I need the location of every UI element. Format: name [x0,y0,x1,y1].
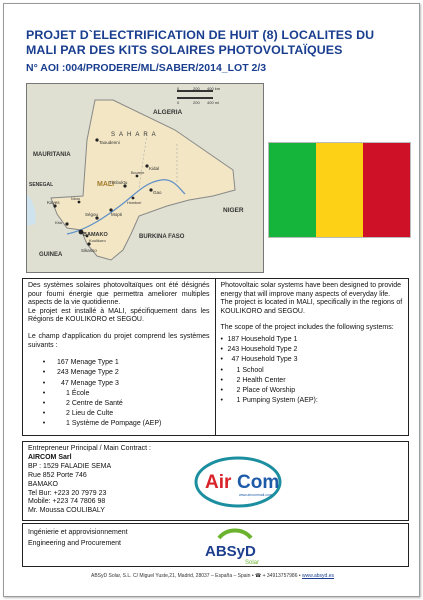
contractor-city: BAMAKO [28,480,58,488]
list-item: • 2 Health Center [220,376,286,384]
city-marker-nioro [78,201,81,204]
list-item: • 1 Pumping System (AEP): [220,397,318,405]
city-label-koulikoro: Koulikoro [89,238,106,243]
flag-stripe-red [363,143,410,237]
contractor-heading: Entrepreneur Principal / Main Contract : [28,445,151,452]
list-item: • 47 Household Type 3 [220,356,298,364]
scale-mi-200: 200 [193,100,200,105]
city-marker-hombori [132,197,135,200]
absyd-logo-graphic [199,526,269,566]
scale-mi-400: 400 mi [207,100,220,105]
contractor-info [23,442,183,520]
city-label-hombori: Hombori [127,201,142,205]
city-label-timbuktu: Timbuktu [109,180,128,185]
label-algeria: ALGERIA [153,109,183,116]
list-item: • 47 Menage Type 3 [42,379,119,387]
aircom-logo-com: Com [237,472,280,493]
contractor-company: AIRCOM Sarl [28,453,72,461]
list-item: • 1 École [42,389,90,397]
city-label-bamako: BAMAKO [83,232,108,238]
city-label-nioro: Nioro [71,197,81,201]
city-label-mopti: Mopti [111,212,123,217]
fr-scope: Le champ d'application du projet comprend les systèmes suivants : [28,332,210,349]
aircom-logo-url: www.aircommali.com [239,493,272,497]
aircom-logo [183,442,408,520]
description-french [23,279,216,435]
en-items-list [221,335,404,406]
fr-items-list [28,358,210,429]
contractor-office-phone: Tel Bur: +223 20 7979 23 [28,489,107,497]
engineering-label-fr: Ingénierie et approvisionnement [28,529,128,536]
contractor-address-1: BP : 1529 FALADIE SEMA [28,462,112,470]
absyd-logo-text: ABSyD [205,543,256,560]
list-item: • 2 Centre de Santé [42,399,123,407]
flag-stripe-yellow [316,143,363,237]
page-footer [4,573,421,579]
contractor-mobile: Mobile: +223 74 7806 98 [28,498,106,506]
label-senegal: SENEGAL [29,182,54,188]
label-burkina-faso: BURKINA FASO [139,234,185,240]
list-item: • 243 Household Type 2 [220,346,298,354]
scale-km-400: 400 km [207,86,221,91]
scale-km-0: 0 [177,86,180,91]
en-intro: Photovoltaic solar systems have been designed to provide energy that will improve many aspects of everyday life. The project is located in MALI, specifically in the regions of KOULIKORO and SEGOU. [220,282,403,315]
label-sahara: SAHARA [111,132,160,138]
fr-intro: Des systèmes solaires photovoltaïques ont été désignés pour fourni énergie que permettra ameliorer multiples aspects de la vie quotidienne. Le projet est installé à MALI, spécifiquement dans les Régions de KOULIKORO et SEGOU. [28,282,210,324]
list-item: • 243 Menage Type 2 [42,369,119,377]
engineering-label-en: Engineering and Procurement [28,540,122,547]
city-marker-kita [65,222,68,225]
scale-km-200: 200 [193,86,200,91]
list-item: • 187 Household Type 1 [220,335,298,343]
mali-flag [268,142,411,238]
flag-stripe-green [269,143,316,237]
list-item: • 167 Menage Type 1 [42,359,119,367]
city-label-segou: Ségou [85,212,99,217]
description-english [216,279,409,435]
document-page [3,3,420,597]
list-item: • 1 Système de Pompage (AEP) [42,420,162,428]
city-marker-bourem [136,175,139,178]
city-label-sikasso: Sikasso [81,248,97,253]
engineering-box [22,523,409,567]
city-label-kidal: Kidal [149,166,160,171]
contractor-contact-person: Mr. Moussa COULIBALY [28,507,105,515]
aircom-logo-graphic [193,454,283,510]
label-niger: NIGER [223,207,244,214]
scale-bar-mi [177,97,213,99]
footer-address: ABSyD Solar, S.L. C/ Miguel Yuste,21, Madrid, 28037 – España – Spain • ☎ + 34913757986 • [91,573,301,579]
city-label-kita: Kita [55,220,62,225]
tender-reference: N° AOI :004/PRODERE/ML/SABER/2014_LOT 2/3 [26,62,267,74]
aircom-logo-air: Air [205,472,232,493]
list-item: • 2 Place of Worship [220,386,296,394]
label-mauritania: MAURITANIA [33,152,71,158]
engineering-info [23,524,183,566]
list-item: • 1 School [220,366,264,374]
label-mali: MALI [97,181,115,188]
project-description-table [22,278,409,436]
footer-website-link[interactable]: www.absyd.es [302,573,334,579]
contractor-address-2: Rue 852 Porte 746 [28,471,87,479]
city-label-bourem: Bourem [131,171,145,175]
absyd-arc [219,531,251,539]
list-item: • 2 Lieu de Culte [42,410,114,418]
absyd-logo [183,524,408,566]
en-scope: The scope of the project includes the following systems: [220,324,394,332]
city-label-taoudenni: Taoudenni [99,140,120,145]
scale-mi-0: 0 [177,100,180,105]
label-guinea: GUINEA [39,252,63,258]
mali-map [26,83,264,273]
absyd-logo-sub: Solar [245,560,260,566]
map-drawing [27,84,263,272]
page-title: PROJET D`ELECTRIFICATION DE HUIT (8) LOCALITES DU MALI PAR DES KITS SOLAIRES PHOTOVOLTAÏQUES [26,28,375,57]
city-label-gao: Gao [153,190,162,195]
main-contractor-box [22,441,409,521]
city-label-kayes: Kayes [47,200,60,205]
